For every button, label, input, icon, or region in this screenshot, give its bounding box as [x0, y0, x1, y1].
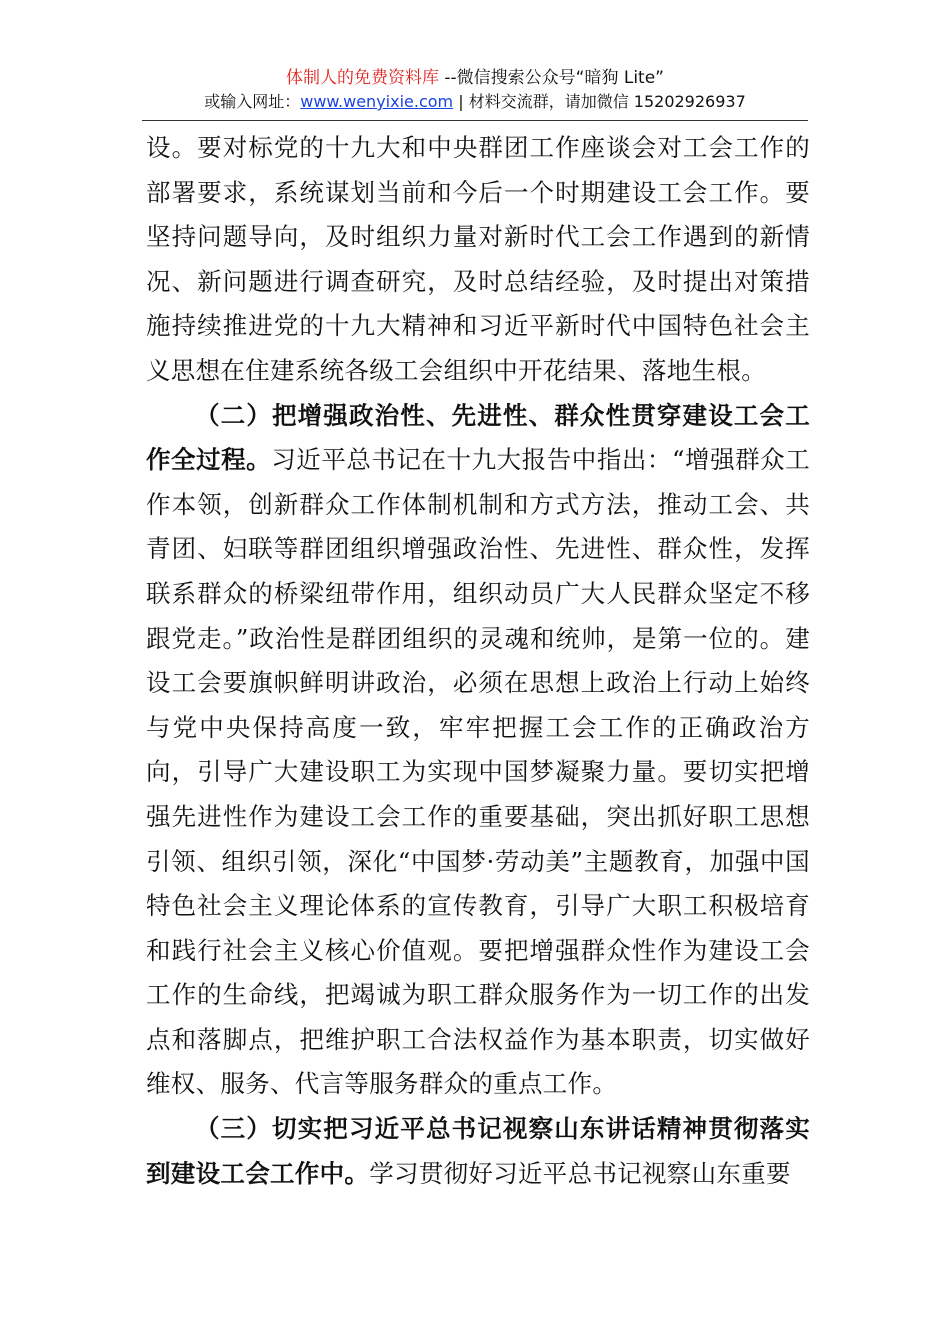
header-line-1	[142, 66, 808, 90]
paragraph-text: 设。要对标党的十九大和中央群团工作座谈会对工会工作的部署要求，系统谋划当前和今后一个时期建设工会工作。要坚持问题导向，及时组织力量对新时代工会工作遇到的新情况、新问题进行调查研究，及时总结经验，及时提出对策措施持续推进党的十九大精神和习近平新时代中国特色社会主义思想在住建系统各级工会组织中开花结果、落地生根。	[146, 133, 810, 385]
header-line-2	[142, 90, 808, 114]
header-divider	[142, 120, 808, 121]
paragraph-text: 习近平总书记在十九大报告中指出：“增强群众工作本领，创新群众工作体制机制和方式方法，推动工会、共青团、妇联等群团组织增强政治性、先进性、群众性，发挥联系群众的桥梁纽带作用，组织动员广大人民群众坚定不移跟党走。”政治性是群团组织的灵魂和统帅，是第一位的。建设工会要旗帜鲜明讲政治，必须在思想上政治上行动上始终与党中央保持高度一致，牢牢把握工会工作的正确政治方向，引导广大建设职工为实现中国梦凝聚力量。要切实把增强先进性作为建设工会工作的重要基础，突出抓好职工思想引领、组织引领，深化“中国梦·劳动美”主题教育，加强中国特色社会主义理论体系的宣传教育，引导广大职工积极培育和践行社会主义核心价值观。要把增强群众性作为建设工会工作的生命线，把竭诚为职工群众服务作为一切工作的出发点和落脚点，把维护职工合法权益作为基本职责，切实做好维权、服务、代言等服务群众的重点工作。	[146, 445, 811, 1099]
paragraph-text: 学习贯彻好习近平总书记视察山东重要	[369, 1158, 791, 1188]
paragraph	[146, 1107, 810, 1196]
document-body	[146, 126, 810, 1196]
website-link[interactable]: www.wenyixie.com	[300, 92, 454, 111]
url-prefix: 或输入网址：	[204, 92, 301, 111]
section-heading: （三）切实把习近平总书记视察山东讲话精神贯彻落实到建设工会工作中。	[146, 1114, 810, 1188]
section-heading: （二）把增强政治性、先进性、群众性贯穿建设工会工作全过程。	[146, 400, 810, 475]
paragraph	[146, 394, 810, 1108]
header-tagline: --微信搜索公众号“暗狗 Lite”	[438, 68, 664, 88]
contact-info: | 材料交流群，请加微信 15202926937	[453, 92, 746, 111]
brand-name: 体制人的免费资料库	[285, 68, 439, 88]
paragraph	[146, 126, 810, 394]
page-header	[142, 66, 808, 114]
